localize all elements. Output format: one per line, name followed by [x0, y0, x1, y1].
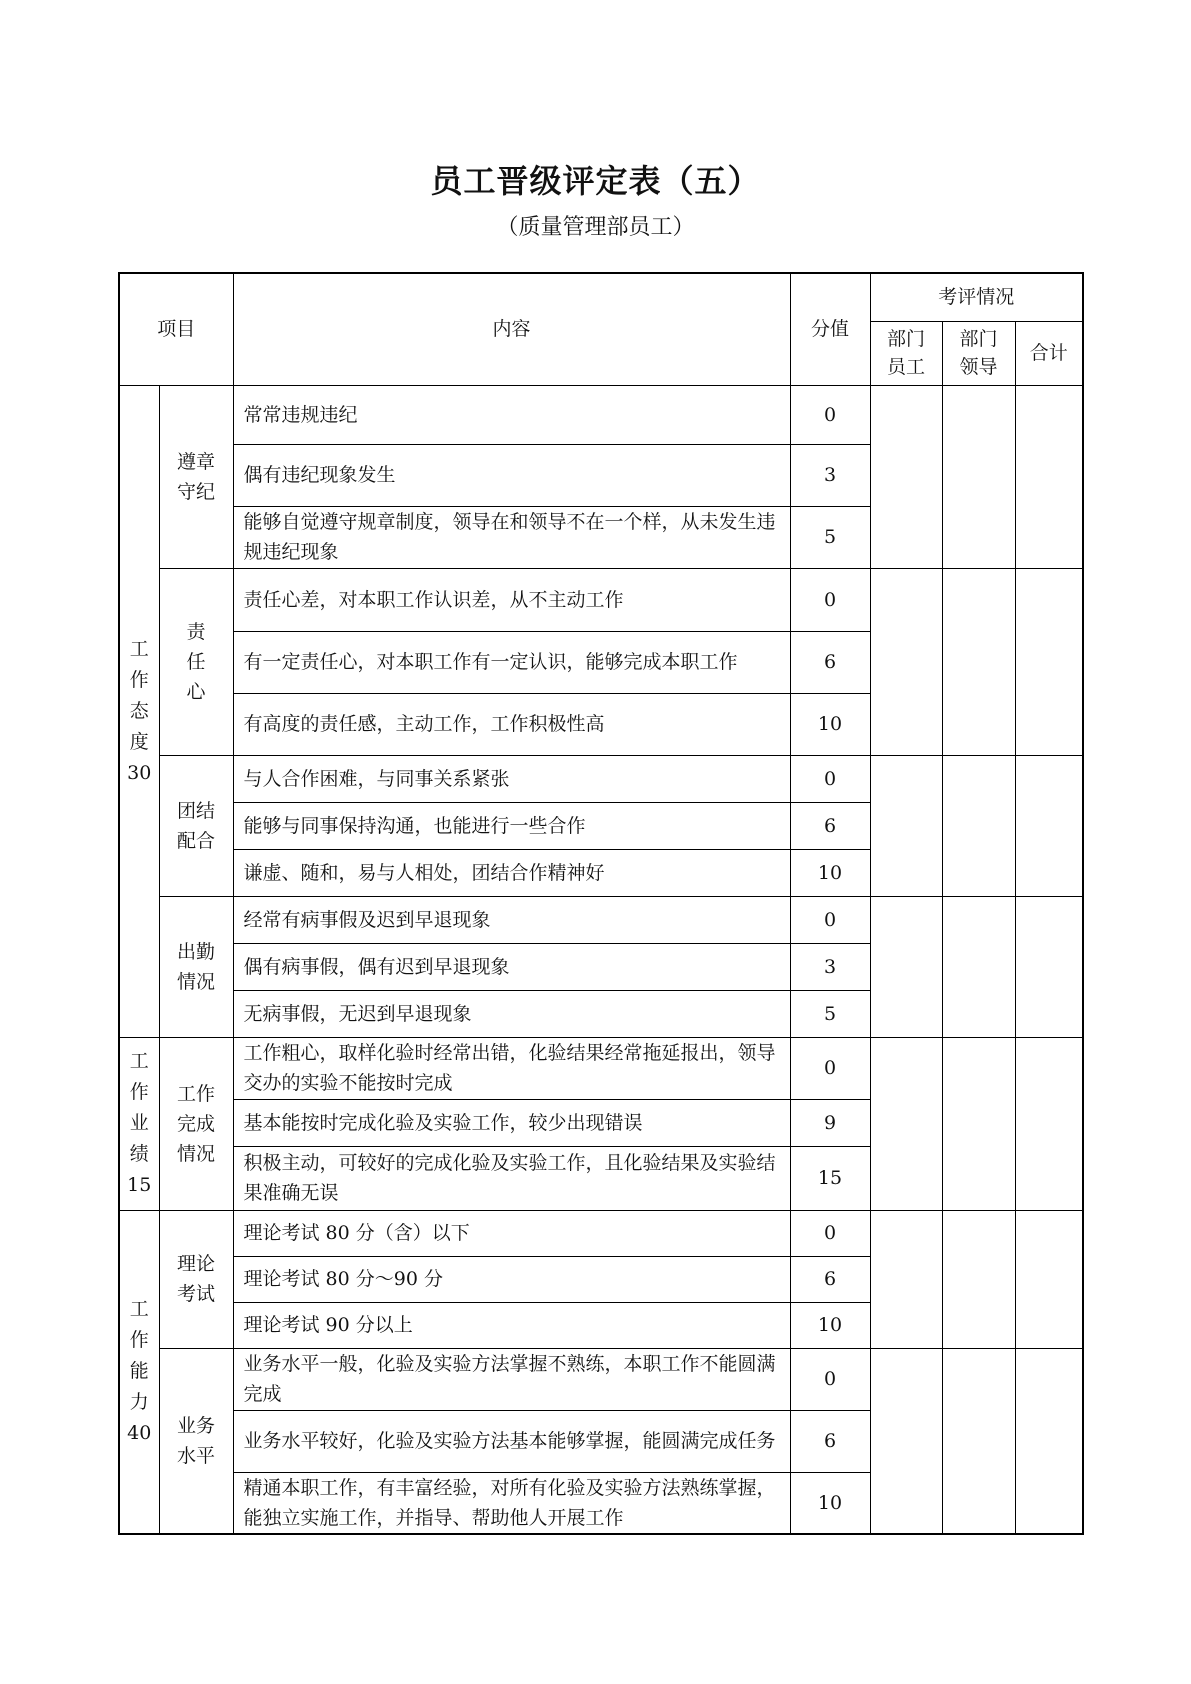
table-row	[119, 755, 1083, 802]
header-item: 项目	[119, 273, 233, 385]
table-row	[119, 1037, 1083, 1099]
dept-leader-rating-cell[interactable]	[942, 568, 1015, 755]
subitem-label-line: 守纪	[177, 480, 216, 503]
score-value: 0	[790, 755, 870, 802]
subitem-label-line: 完成	[177, 1112, 216, 1135]
subitem-label	[159, 385, 233, 568]
subitem-label	[159, 1210, 233, 1348]
dept-staff-rating-cell[interactable]	[870, 896, 942, 1037]
criterion-text: 工作粗心，取样化验时经常出错，化验结果经常拖延报出，领导交办的实验不能按时完成	[233, 1037, 790, 1099]
criterion-text: 有高度的责任感，主动工作，工作积极性高	[233, 693, 790, 755]
category-label	[119, 1037, 159, 1210]
dept-leader-rating-cell[interactable]	[942, 1348, 1015, 1534]
subitem-label-line: 情况	[177, 1142, 216, 1165]
category-label-char: 工	[129, 637, 149, 660]
score-value: 3	[790, 444, 870, 506]
total-cell[interactable]	[1015, 1348, 1083, 1534]
total-cell[interactable]	[1015, 755, 1083, 896]
criterion-text: 基本能按时完成化验及实验工作，较少出现错误	[233, 1099, 790, 1146]
subitem-label-line: 责	[186, 620, 206, 643]
category-label-char: 40	[127, 1422, 152, 1445]
dept-staff-rating-cell[interactable]	[870, 755, 942, 896]
criterion-text: 积极主动，可较好的完成化验及实验工作，且化验结果及实验结果准确无误	[233, 1146, 790, 1210]
subitem-label-line: 理论	[177, 1253, 216, 1275]
total-cell[interactable]	[1015, 1210, 1083, 1348]
subitem-label-line: 情况	[177, 970, 216, 993]
category-label-char: 态	[129, 699, 149, 722]
table-row	[119, 1348, 1083, 1410]
subitem-label-line: 水平	[177, 1444, 216, 1467]
category-label-char: 15	[127, 1174, 152, 1196]
criterion-text: 无病事假，无迟到早退现象	[233, 990, 790, 1037]
criterion-text: 偶有违纪现象发生	[233, 444, 790, 506]
subitem-label	[159, 1037, 233, 1210]
subitem-label-line: 出勤	[177, 940, 216, 963]
table-row	[119, 568, 1083, 631]
header-score: 分值	[790, 273, 870, 385]
header-total: 合计	[1015, 321, 1083, 385]
table-body	[119, 273, 1083, 1534]
subitem-label-line: 心	[186, 680, 206, 703]
category-label-char: 工	[129, 1298, 149, 1321]
category-label	[119, 1210, 159, 1534]
category-label-char: 能	[129, 1360, 149, 1383]
score-value: 6	[790, 802, 870, 849]
dept-leader-rating-cell[interactable]	[942, 1037, 1015, 1210]
criterion-text: 精通本职工作，有丰富经验，对所有化验及实验方法熟练掌握，能独立实施工作，并指导、帮助他人开展工作	[233, 1472, 790, 1534]
category-label-char: 绩	[129, 1143, 149, 1165]
subitem-label-line: 团结	[177, 799, 216, 822]
score-value: 0	[790, 896, 870, 943]
score-value: 10	[790, 849, 870, 896]
subitem-label-line: 业务	[177, 1414, 216, 1437]
category-label-char: 作	[129, 1081, 149, 1103]
total-cell[interactable]	[1015, 1037, 1083, 1210]
score-value: 6	[790, 1410, 870, 1472]
subitem-label-line: 配合	[177, 829, 216, 852]
score-value: 0	[790, 568, 870, 631]
score-value: 6	[790, 631, 870, 693]
category-label-char: 作	[129, 668, 149, 691]
criterion-text: 经常有病事假及迟到早退现象	[233, 896, 790, 943]
header-row	[119, 273, 1083, 321]
subitem-label-line: 工作	[177, 1082, 216, 1105]
table-row	[119, 1210, 1083, 1256]
criterion-text: 业务水平较好，化验及实验方法基本能够掌握，能圆满完成任务	[233, 1410, 790, 1472]
page-subtitle: （质量管理部员工）	[496, 215, 695, 240]
header-dept-leader-line1: 部门	[959, 328, 998, 350]
category-label-char: 力	[129, 1391, 149, 1414]
category-label	[119, 385, 159, 1037]
criterion-text: 能够自觉遵守规章制度，领导在和领导不在一个样，从未发生违规违纪现象	[233, 506, 790, 568]
criterion-text: 谦虚、随和，易与人相处，团结合作精神好	[233, 849, 790, 896]
score-value: 0	[790, 1348, 870, 1410]
criterion-text: 能够与同事保持沟通，也能进行一些合作	[233, 802, 790, 849]
header-dept-staff-line1: 部门	[887, 328, 926, 350]
criterion-text: 理论考试 80 分～90 分	[233, 1256, 790, 1302]
subitem-label-line: 任	[186, 650, 206, 673]
subitem-label	[159, 755, 233, 896]
score-value: 3	[790, 943, 870, 990]
dept-leader-rating-cell[interactable]	[942, 1210, 1015, 1348]
score-value: 5	[790, 506, 870, 568]
subitem-label	[159, 896, 233, 1037]
score-value: 10	[790, 693, 870, 755]
table-row	[119, 896, 1083, 943]
score-value: 6	[790, 1256, 870, 1302]
category-label-char: 度	[129, 730, 149, 753]
category-label-char: 业	[129, 1112, 149, 1134]
total-cell[interactable]	[1015, 896, 1083, 1037]
dept-leader-rating-cell[interactable]	[942, 385, 1015, 568]
score-value: 15	[790, 1146, 870, 1210]
header-review: 考评情况	[870, 273, 1083, 321]
criterion-text: 理论考试 80 分（含）以下	[233, 1210, 790, 1256]
dept-staff-rating-cell[interactable]	[870, 1037, 942, 1210]
subitem-label	[159, 1348, 233, 1534]
score-value: 0	[790, 1210, 870, 1256]
total-cell[interactable]	[1015, 385, 1083, 568]
table-row	[119, 385, 1083, 444]
category-label-char: 30	[127, 761, 152, 784]
header-dept-staff	[870, 321, 942, 385]
criterion-text: 理论考试 90 分以上	[233, 1302, 790, 1348]
dept-leader-rating-cell[interactable]	[942, 755, 1015, 896]
dept-staff-rating-cell[interactable]	[870, 385, 942, 568]
subitem-label-line: 考试	[177, 1283, 216, 1305]
dept-staff-rating-cell[interactable]	[870, 1210, 942, 1348]
criterion-text: 偶有病事假，偶有迟到早退现象	[233, 943, 790, 990]
criterion-text: 与人合作困难，与同事关系紧张	[233, 755, 790, 802]
dept-staff-rating-cell[interactable]	[870, 1348, 942, 1534]
category-label-char: 作	[129, 1329, 149, 1352]
dept-staff-rating-cell[interactable]	[870, 568, 942, 755]
evaluation-table	[118, 272, 1084, 1535]
category-label-char: 工	[129, 1050, 149, 1072]
dept-leader-rating-cell[interactable]	[942, 896, 1015, 1037]
score-value: 0	[790, 385, 870, 444]
header-dept-leader-line2: 领导	[959, 356, 998, 378]
subitem-label-line: 遵章	[177, 450, 216, 473]
header-content: 内容	[233, 273, 790, 385]
criterion-text: 业务水平一般，化验及实验方法掌握不熟练，本职工作不能圆满完成	[233, 1348, 790, 1410]
score-value: 0	[790, 1037, 870, 1099]
score-value: 9	[790, 1099, 870, 1146]
score-value: 5	[790, 990, 870, 1037]
subitem-label	[159, 568, 233, 755]
score-value: 10	[790, 1472, 870, 1534]
criterion-text: 有一定责任心，对本职工作有一定认识，能够完成本职工作	[233, 631, 790, 693]
total-cell[interactable]	[1015, 568, 1083, 755]
criterion-text: 责任心差，对本职工作认识差，从不主动工作	[233, 568, 790, 631]
page-title: 员工晋级评定表（五）	[430, 162, 761, 200]
criterion-text: 常常违规违纪	[233, 385, 790, 444]
score-value: 10	[790, 1302, 870, 1348]
header-dept-leader	[942, 321, 1015, 385]
header-dept-staff-line2: 员工	[887, 356, 926, 378]
